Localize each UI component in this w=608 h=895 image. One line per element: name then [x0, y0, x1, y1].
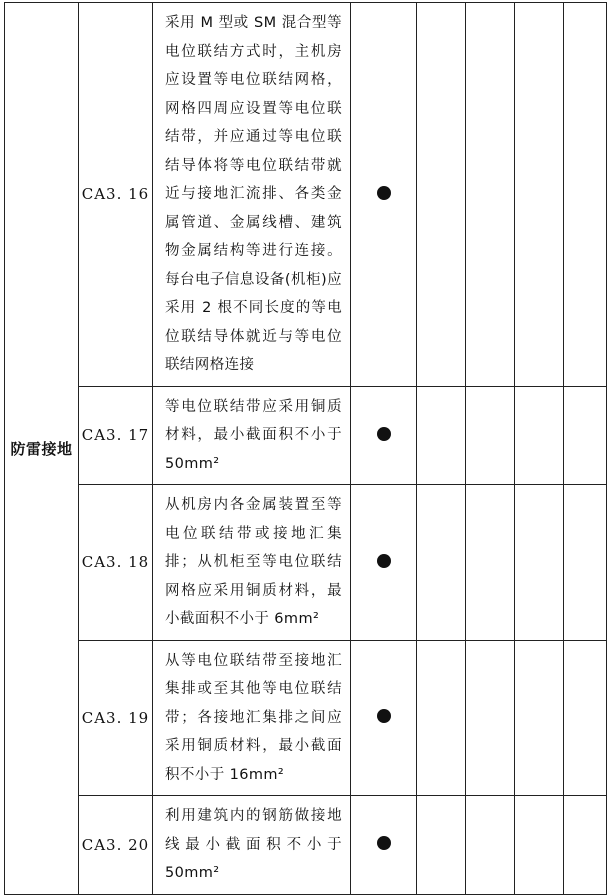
empty-cell	[417, 3, 466, 387]
empty-cell	[417, 640, 466, 796]
empty-cell	[466, 640, 515, 796]
item-code: CA3. 16	[79, 3, 153, 387]
filled-dot-icon	[377, 186, 391, 200]
applicability-cell	[351, 3, 417, 387]
filled-dot-icon	[377, 836, 391, 850]
requirements-table	[4, 2, 607, 895]
requirement-text: 等电位联结带应采用铜质材料，最小截面积不小于 50mm²	[153, 386, 351, 485]
item-code: CA3. 18	[79, 485, 153, 641]
item-code: CA3. 20	[79, 796, 153, 895]
table-row	[5, 386, 607, 485]
empty-cell	[564, 386, 607, 485]
applicability-cell	[351, 485, 417, 641]
requirement-text: 从等电位联结带至接地汇集排或至其他等电位联结带；各接地汇集排之间应采用铜质材料，最小截面积不小于 16mm²	[153, 640, 351, 796]
empty-cell	[466, 3, 515, 387]
empty-cell	[564, 485, 607, 641]
empty-cell	[417, 485, 466, 641]
empty-cell	[515, 796, 564, 895]
table-row	[5, 796, 607, 895]
applicability-cell	[351, 386, 417, 485]
empty-cell	[466, 796, 515, 895]
empty-cell	[564, 3, 607, 387]
table-row	[5, 640, 607, 796]
applicability-cell	[351, 796, 417, 895]
table-row	[5, 485, 607, 641]
empty-cell	[417, 386, 466, 485]
empty-cell	[466, 386, 515, 485]
item-code: CA3. 17	[79, 386, 153, 485]
table-row	[5, 3, 607, 387]
empty-cell	[564, 640, 607, 796]
empty-cell	[515, 3, 564, 387]
empty-cell	[417, 796, 466, 895]
requirement-text: 采用 M 型或 SM 混合型等电位联结方式时，主机房应设置等电位联结网格，网格四周应设置等电位联结带，并应通过等电位联结导体将等电位联结带就近与接地汇流排、各类金属管道、金属线槽、建筑物金属结构等进行连接。每台电子信息设备(机柜)应采用 2 根不同长度的等电位联结导体就近与等电位联结网格连接	[153, 3, 351, 387]
item-code: CA3. 19	[79, 640, 153, 796]
empty-cell	[515, 640, 564, 796]
filled-dot-icon	[377, 709, 391, 723]
empty-cell	[515, 485, 564, 641]
requirement-text: 从机房内各金属装置至等电位联结带或接地汇集排；从机柜至等电位联结网格应采用铜质材料，最小截面积不小于 6mm²	[153, 485, 351, 641]
category-cell: 防雷接地	[5, 3, 79, 895]
requirement-text: 利用建筑内的钢筋做接地线最小截面积不小于 50mm²	[153, 796, 351, 895]
empty-cell	[564, 796, 607, 895]
filled-dot-icon	[377, 427, 391, 441]
applicability-cell	[351, 640, 417, 796]
empty-cell	[466, 485, 515, 641]
empty-cell	[515, 386, 564, 485]
filled-dot-icon	[377, 554, 391, 568]
